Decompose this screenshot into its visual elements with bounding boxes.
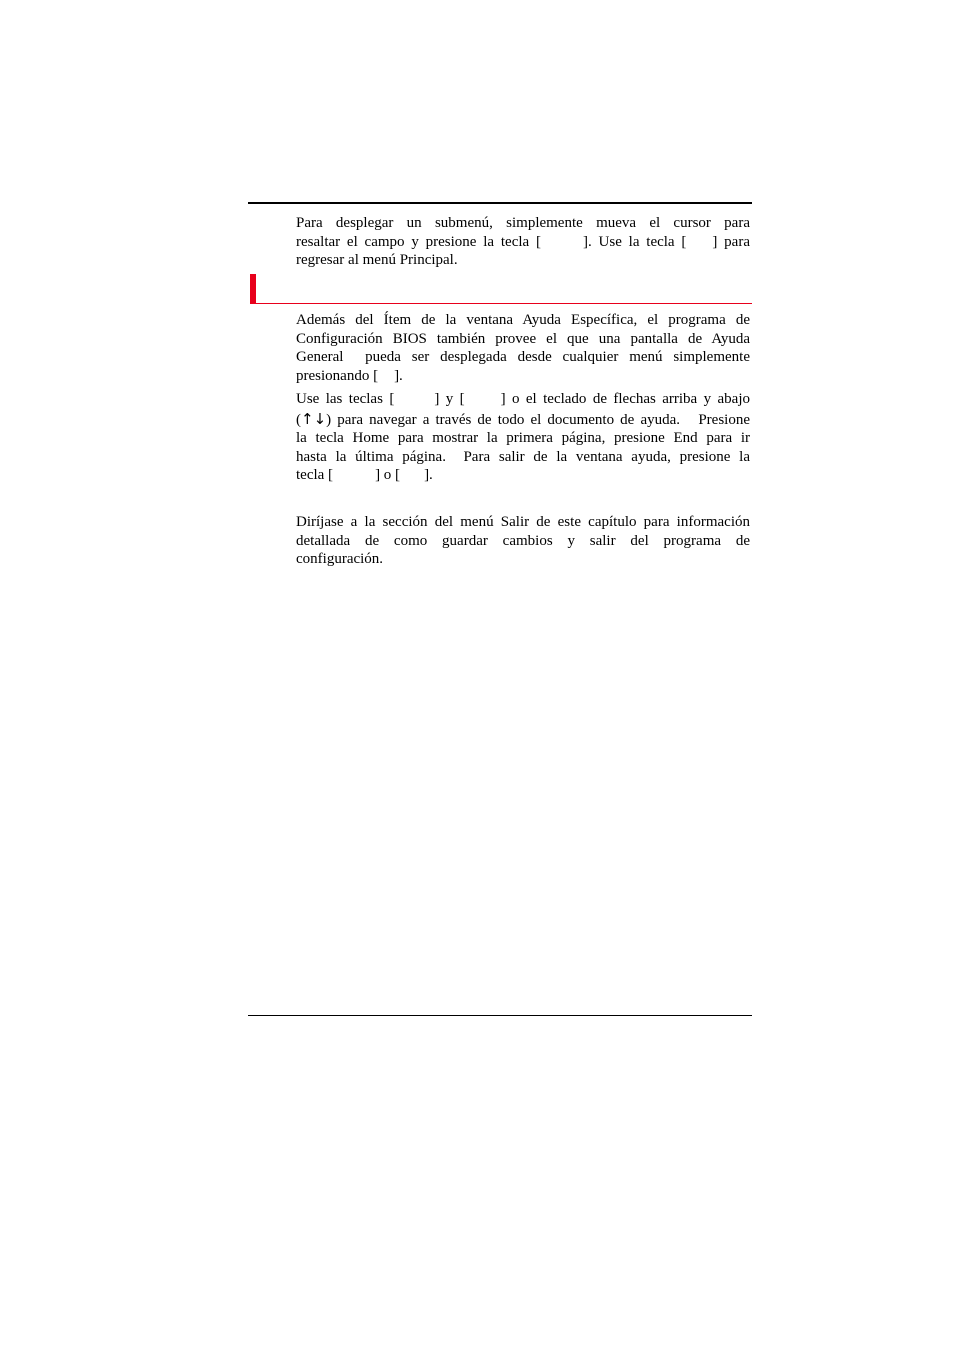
paragraph-general-help	[296, 311, 750, 385]
text-line: Configuración BIOS también provee el que una pantalla de Ayuda	[296, 330, 750, 347]
text-line: configuración.	[296, 551, 384, 567]
text-line: Diríjase a la sección del menú Salir de este capítulo para información	[296, 514, 750, 530]
text-line: Use las teclas [ ] y [ ] o el teclado de flechas arriba y abajo	[296, 391, 750, 407]
text-line: (↑↓) para navegar a través de todo el documento de ayuda. Presione	[296, 409, 750, 428]
text-line: detallada de como guardar cambios y salir del programa de	[296, 532, 750, 549]
header-rule	[248, 202, 752, 204]
footer-rule	[248, 1015, 752, 1016]
arrow-up-down-icon: ↑↓	[301, 409, 327, 428]
text-line: la tecla Home para mostrar la primera página, presione End para ir	[296, 430, 750, 446]
text-line: presionando [ ].	[296, 367, 403, 384]
section-heading-bar	[250, 274, 752, 304]
paragraph-exit-info	[296, 513, 750, 569]
paragraph-help-navigation	[296, 390, 750, 485]
text-line: tecla [ ] o [ ].	[296, 467, 433, 483]
text-line: General pueda ser desplegada desde cualquier menú simplemente	[296, 349, 750, 365]
text-line: Además del Ítem de la ventana Ayuda Específica, el programa de	[296, 312, 750, 328]
text-line: hasta la última página. Para salir de la ventana ayuda, presione la	[296, 448, 750, 465]
text-line: regresar al menú Principal.	[296, 252, 458, 268]
paragraph-submenu	[296, 214, 750, 270]
text-line: resaltar el campo y presione la tecla [ ]. Use la tecla [ ] para	[296, 233, 750, 250]
section-marker	[250, 274, 256, 304]
section-underline	[250, 303, 752, 304]
text-line: Para desplegar un submenú, simplemente mueva el cursor para	[296, 215, 750, 231]
